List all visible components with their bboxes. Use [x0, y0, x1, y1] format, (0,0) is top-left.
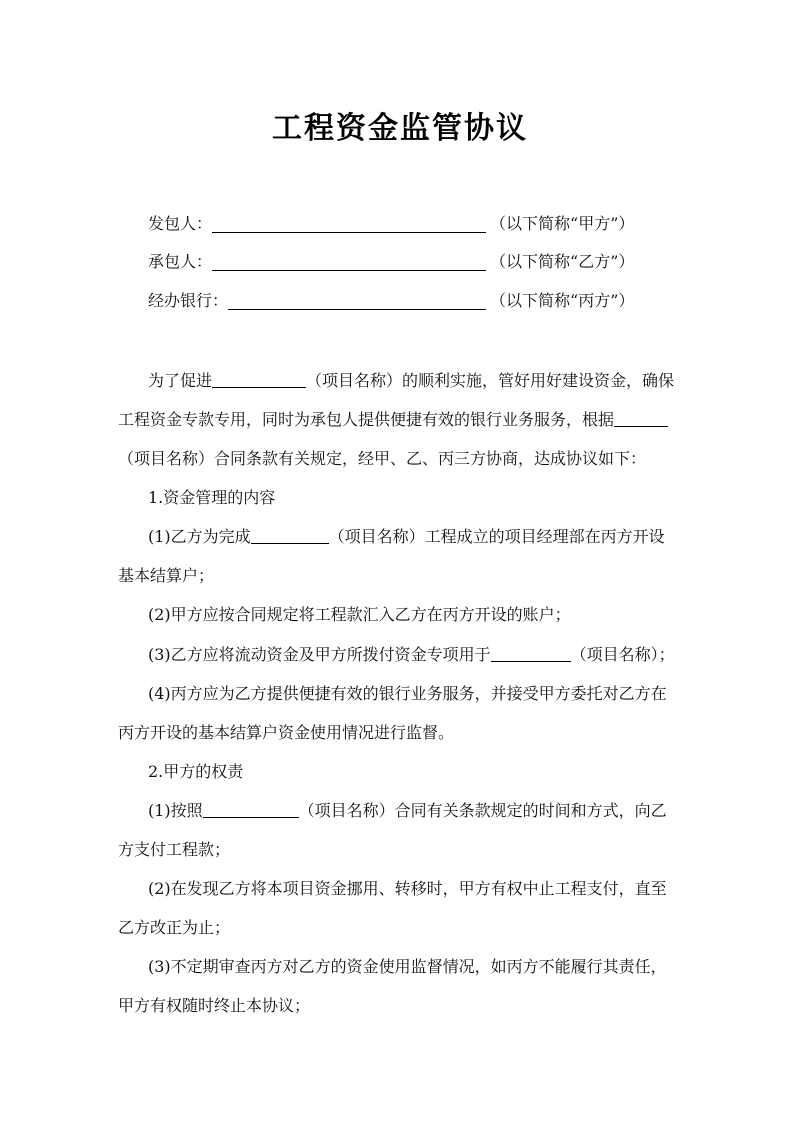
section-2-heading: 2.甲方的权责: [148, 762, 244, 781]
section-1-item-1: [148, 523, 688, 551]
intro-text-1a: 为了促进: [148, 371, 213, 390]
section-2-item-2: (2)在发现乙方将本项目资金挪用、转移时，甲方有权中止工程支付，直至: [148, 879, 667, 898]
blank-project-name: [491, 641, 571, 662]
section-2-item-1: [148, 797, 688, 825]
party-row-contractor: [148, 248, 708, 276]
party-suffix-employer: （以下简称“甲方”）: [490, 214, 635, 233]
intro-line-3: [118, 445, 688, 473]
intro-text-1b: （项目名称）的顺利实施，管好用好建设资金，确保: [306, 371, 675, 390]
party-suffix-contractor: （以下简称“乙方”）: [490, 252, 635, 271]
section-1-item-3: [148, 641, 688, 669]
s1-item1-text-a: (1)乙方为完成: [148, 527, 251, 546]
section-2-item-2-cont: 乙方改正为止；: [118, 918, 231, 937]
blank-project-name: [203, 797, 299, 818]
s2-item1-text-b: （项目名称）合同有关条款规定的时间和方式，向乙: [298, 801, 667, 820]
party-label-bank: 经办银行：: [148, 291, 229, 310]
blank-project-name: [251, 523, 329, 544]
section-1-item-2: (2)甲方应按合同规定将工程款汇入乙方在丙方开设的账户；: [148, 605, 571, 624]
s2-item1-text-a: (1)按照: [148, 801, 203, 820]
party-label-contractor: 承包人：: [148, 252, 213, 271]
party-row-employer: [148, 210, 708, 238]
section-2-item-1-cont: 方支付工程款；: [118, 840, 231, 859]
section-1-heading: 1.资金管理的内容: [148, 488, 276, 507]
intro-text-2a: 工程资金专款专用，同时为承包人提供便捷有效的银行业务服务，根据: [118, 410, 615, 429]
section-2-item-3-cont: 甲方有权随时终止本协议；: [118, 996, 311, 1015]
party-row-bank: [148, 287, 708, 315]
blank-contract-name: [614, 406, 668, 427]
section-1-item-4-cont: 丙方开设的基本结算户资金使用情况进行监督。: [118, 723, 455, 742]
s1-item3-text-a: (3)乙方应将流动资金及甲方所拨付资金专项用于: [148, 645, 491, 664]
intro-text-3: （项目名称）合同条款有关规定，经甲、乙、丙三方协商，达成协议如下：: [118, 449, 647, 468]
s1-item3-text-b: （项目名称）；: [570, 645, 675, 664]
party-blank-contractor: [212, 248, 486, 271]
section-1-item-4: (4)丙方应为乙方提供便捷有效的银行业务服务，并接受甲方委托对乙方在: [148, 684, 667, 703]
intro-line-1: [148, 367, 688, 395]
party-label-employer: 发包人：: [148, 214, 213, 233]
party-blank-bank: [228, 287, 486, 310]
document-title: 工程资金监管协议: [272, 111, 528, 146]
blank-project-name: [212, 367, 306, 388]
section-1-item-1-cont: 基本结算户；: [118, 566, 215, 585]
intro-line-2: [118, 406, 688, 434]
party-blank-employer: [212, 210, 486, 233]
section-2-item-3: (3)不定期审查丙方对乙方的资金使用监督情况，如丙方不能履行其责任，: [148, 957, 667, 976]
s1-item1-text-b: （项目名称）工程成立的项目经理部在丙方开设: [328, 527, 665, 546]
party-suffix-bank: （以下简称“丙方”）: [490, 291, 635, 310]
